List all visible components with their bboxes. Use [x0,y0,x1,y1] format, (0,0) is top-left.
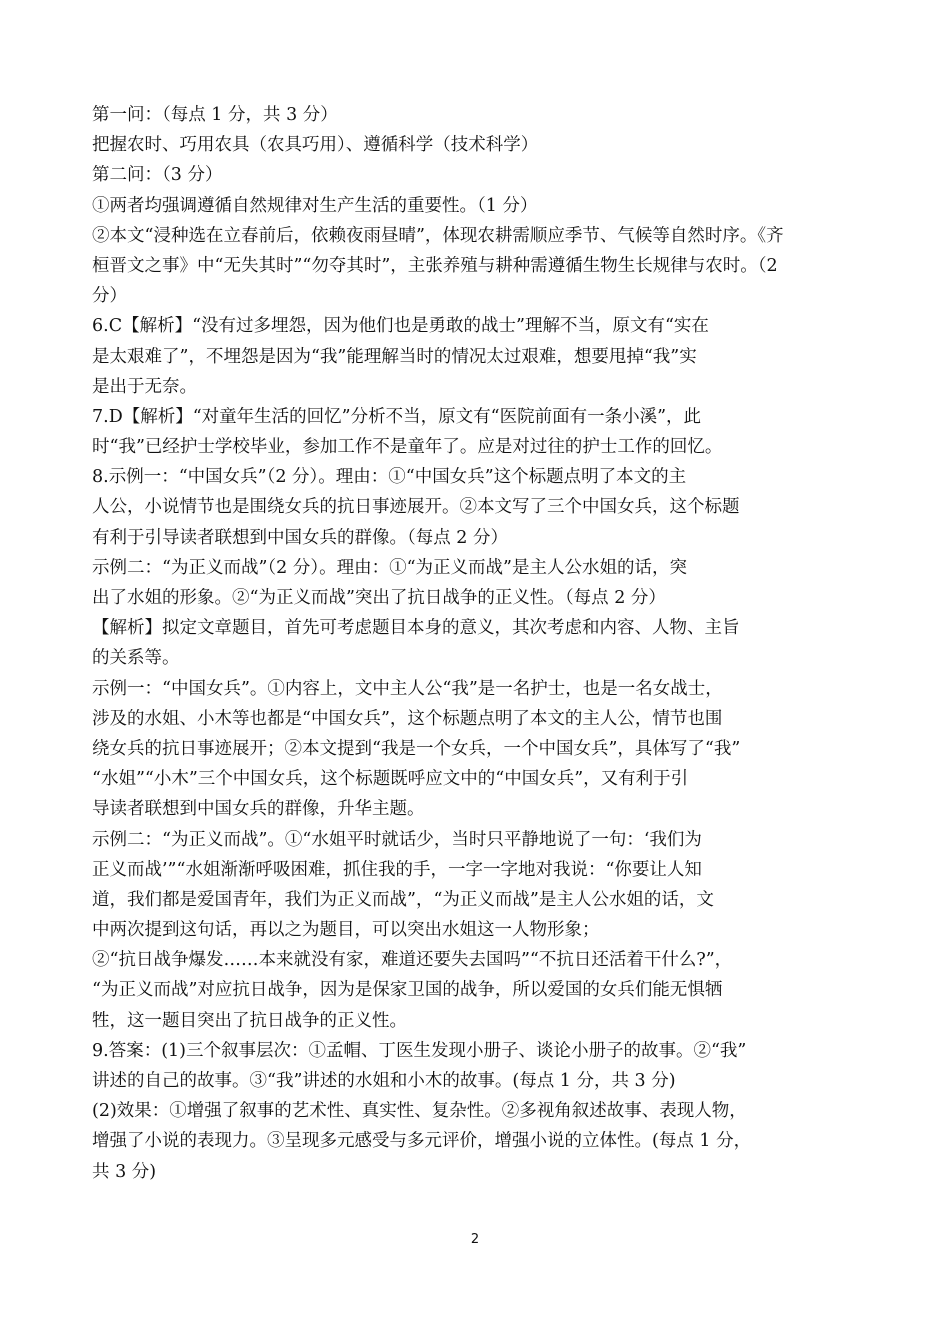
text-line: 第二问：（3 分） [92,165,223,186]
text-line: 桓晋文之事》中“无失其时”“勿夺其时”，主张养殖与耕种需遵循生物生长规律与农时。（2 [92,255,778,276]
text-line: 第一问：（每点 1 分，共 3 分） [92,105,338,125]
text-line: 导读者联想到中国女兵的群像，升华主题。 [92,799,425,820]
text-line: 7.D【解析】“对童年生活的回忆”分析不当，原文有“医院前面有一条小溪”，此 [92,406,702,427]
text-line: 正义而战’”“水姐渐渐呼吸困难，抓住我的手，一字一字地对我说：“你要让人知 [92,859,702,880]
text-line: 是出于无奈。 [92,376,197,397]
text-line: 把握农时、巧用农具（农具巧用）、遵循科学（技术科学） [92,135,539,156]
text-line: 增强了小说的表现力。③呈现多元感受与多元评价，增强小说的立体性。(每点 1 分， [92,1131,752,1152]
text-line: 8.示例一：“中国女兵”（2 分）。理由：①“中国女兵”这个标题点明了本文的主 [92,467,687,488]
text-line: 中两次提到这句话，再以之为题目，可以突出水姐这一人物形象； [92,920,600,941]
text-line: 共 3 分) [92,1161,157,1182]
text-line: 出了水姐的形象。②“为正义而战”突出了抗日战争的正义性。（每点 2 分） [92,588,666,608]
document-page [92,100,858,1187]
text-line: 的关系等。 [92,648,180,669]
text-line: 6.C【解析】“没有过多埋怨，因为他们也是勇敢的战士”理解不当，原文有“实在 [92,316,709,337]
text-line: 示例一：“中国女兵”。①内容上，文中主人公“我”是一名护士，也是一名女战士， [92,678,723,699]
text-line: 有利于引导读者联想到中国女兵的群像。（每点 2 分） [92,527,509,548]
text-line: ①两者均强调遵循自然规律对生产生活的重要性。（1 分） [92,195,538,216]
text-line: 绕女兵的抗日事迹展开；②本文提到“我是一个女兵，一个中国女兵”，具体写了“我” [92,738,741,759]
text-line: 9.答案：(1)三个叙事层次：①孟帽、丁医生发现小册子、谈论小册子的故事。②“我” [92,1040,747,1061]
page-number: 2 [470,1232,480,1247]
text-line: (2)效果：①增强了叙事的艺术性、真实性、复杂性。②多视角叙述故事、表现人物， [92,1101,747,1122]
text-line: 示例二：“为正义而战”（2 分）。理由：①“为正义而战”是主人公水姐的话，突 [92,557,687,578]
text-line: 人公，小说情节也是围绕女兵的抗日事迹展开。②本文写了三个中国女兵，这个标题 [92,497,740,518]
text-line: 牲，这一题目突出了抗日战争的正义性。 [92,1010,407,1031]
text-line: 讲述的自己的故事。③“我”讲述的水姐和小木的故事。(每点 1 分，共 3 分) [92,1071,676,1091]
text-line: 时“我”已经护士学校毕业，参加工作不是童年了。应是对过往的护士工作的回忆。 [92,437,723,458]
text-line: “水姐”“小木”三个中国女兵，这个标题既呼应文中的“中国女兵”，又有利于引 [92,769,689,790]
text-line: ②本文“浸种选在立春前后，依赖夜雨昼晴”，体现农耕需顺应季节、气候等自然时序。《齐 [92,225,784,246]
text-line: 是太艰难了”，不埋怨是因为“我”能理解当时的情况太过艰难，想要甩掉“我”实 [92,346,697,367]
text-line: 【解析】拟定文章题目，首先可考虑题目本身的意义，其次考虑和内容、人物、主旨 [92,618,740,639]
text-line: “为正义而战”对应抗日战争，因为是保家卫国的战争，所以爱国的女兵们能无惧牺 [92,980,723,1001]
text-line: 分） [92,286,127,307]
text-line: 示例二：“为正义而战”。①“水姐平时就话少，当时只平静地说了一句：‘我们为 [92,829,702,850]
text-line: 道，我们都是爱国青年，我们为正义而战”，“为正义而战”是主人公水姐的话，文 [92,889,714,910]
text-line: ②“抗日战争爆发……本来就没有家，难道还要失去国吗”“不抗日还活着干什么?”， [92,950,733,971]
text-line: 涉及的水姐、小木等也都是“中国女兵”，这个标题点明了本文的主人公，情节也围 [92,708,723,729]
